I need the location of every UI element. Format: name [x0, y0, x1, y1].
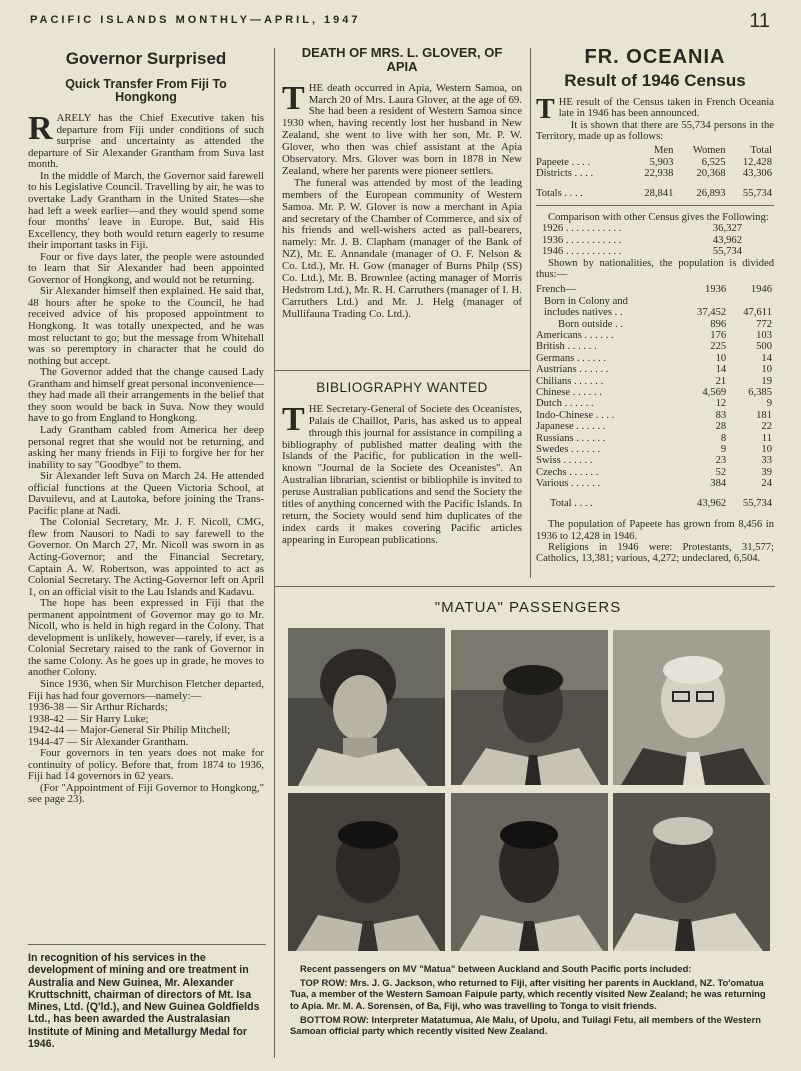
governor-body: [28, 110, 264, 806]
page-number: 11: [749, 10, 770, 32]
portrait-woman-image: [288, 628, 445, 786]
census-table-header: Men Women Total: [654, 145, 772, 157]
table-row: Indo-Chinese . . . . 83 181: [536, 409, 772, 421]
portrait-man-image: [613, 793, 770, 951]
table-row: Swiss . . . . . . 23 33: [536, 455, 772, 467]
oceania-dropcap: T: [536, 93, 555, 125]
oceania-subtitle: Result of 1946 Census: [564, 71, 746, 90]
running-title: PACIFIC ISLANDS MONTHLY—APRIL, 1947: [30, 14, 361, 26]
oceania-paragraph-4: Shown by nationalities, the population is divided thus:—: [536, 257, 774, 280]
table-row: British . . . . . . 225 500: [536, 341, 772, 353]
caption-bottom-row: BOTTOM ROW: Interpreter Matatumua, Ale Malu, of Upolu, and Tuilagi Fetu, all members of the Western Samoan official party which recently visited New Zealand.: [290, 1013, 761, 1037]
oceania-paragraph-3: Comparison with other Census gives the Following:: [548, 211, 769, 223]
column-rule-right: [530, 48, 531, 578]
photo-matatumua: [288, 793, 445, 951]
section-rule-matua: [275, 586, 775, 587]
bibliography-body: [282, 400, 522, 547]
governor-paragraph-6: Lady Grantham cabled from America her deep personal regret that she would not be returning, and asking her many friends in Fiji to forgive her for her inability to say "Goodbye" to them.: [28, 423, 264, 471]
oceania-comparison-intro: [536, 212, 774, 223]
governor-list-item: 1942-44 — Major-General Sir Philip Mitchell;: [28, 724, 231, 737]
table-row: Austrians . . . . . . 14 10: [536, 364, 772, 376]
governor-paragraph-10: Since 1936, when Sir Murchison Fletcher departed, Fiji has had four governors—namely:—: [28, 677, 264, 702]
portrait-man-image: [288, 793, 445, 951]
bibliography-dropcap: T: [282, 400, 305, 438]
table-total-row: Totals . . . . 28,841 26,893 55,734: [536, 187, 772, 199]
table-row: Born outside . . 896 772: [558, 318, 772, 330]
governor-paragraph-11: Four governors in ten years does not make for continuity of policy. Before that, from 1874 to 1936, Fiji had 14 governors in 62 years.: [28, 747, 264, 783]
caption-intro: Recent passengers on MV "Matua" between Auckland and South Pacific ports included:: [300, 963, 692, 974]
photo-mrs-jackson: [288, 628, 445, 786]
glover-dropcap: T: [282, 79, 305, 117]
governor-list-item: 1936-38 — Sir Arthur Richards;: [28, 701, 168, 714]
governors-list: [28, 702, 264, 748]
matua-caption: [290, 963, 772, 1039]
oceania-paragraph-2: It is shown that there are 55,734 persons in the Territory, made up as follows:: [536, 119, 774, 142]
oceania-rule: [536, 205, 774, 206]
oceania-paragraph-5: The population of Papeete has grown from 8,456 in 1936 to 12,428 in 1946.: [536, 519, 774, 542]
governor-paragraph-12: (For "Appointment of Fiji Governor to Hongkong," see page 23).: [28, 781, 264, 806]
table-row: Papeete . . . . 5,903 6,525 12,428: [536, 156, 772, 168]
table-row: 1936 . . . . . . . . . . . 43,962: [542, 234, 742, 246]
portrait-man-image: [451, 630, 608, 785]
glover-title: DEATH OF MRS. L. GLOVER, OF APIA: [301, 45, 503, 75]
bibliography-paragraph-1: HE Secretary-General of Societe des Oceanistes, Palais de Chaillot, Paris, has asked us to appeal through this journal for assistance in compiling a bibliography of published matter dealing with the Islands of the Pacific, for publication in the well-known "Journal de la Societe des Oceanistes". An Australian librarian, scientist or bibliophile is invited to peruse Australian publications and send the Society the titles of anything concerned with the Pacific Islands. In return, the Society would send him duplicates of the index cards it makes covering Pacific articles appearing in European publications.: [282, 402, 522, 546]
governor-paragraph-8: The Colonial Secretary, Mr. J. F. Nicoll, CMG, flew from Nausori to Nadi to say farewell to the Governor. On March 27, Mr. Nicoll was sworn in as Acting-Governor; and the Financial Secretary, Captain A. W. Robertson, was appointed to act as Colonial Secretary. The Acting-Governor left on April 1, on an official visit to the Lau Islands and Kadavu.: [28, 516, 264, 598]
oceania-paragraph-1: HE result of the Census taken in French Oceania late in 1946 has been announced.: [558, 96, 774, 120]
table-row: Germans . . . . . . 10 14: [536, 352, 772, 364]
table-row: Chilians . . . . . . 21 19: [536, 375, 772, 387]
governor-paragraph-3: Four or five days later, the people were astounded to learn that Sir Alexander had been appointed Governor of Hongkong, and would not be returning.: [28, 250, 264, 286]
portrait-man-image: [451, 793, 608, 951]
column-rule-left: [274, 48, 275, 1058]
glover-article: [282, 46, 522, 321]
oceania-nationality-intro: [536, 258, 774, 281]
running-header: [30, 10, 770, 32]
oceania-body: [536, 93, 774, 143]
matua-title: "MATUA" PASSENGERS: [434, 599, 622, 616]
table-row: Czechs . . . . . . 52 39: [536, 466, 772, 478]
oceania-paragraph-6: Religions in 1946 were: Protestants, 31,577; Catholics, 13,381; various, 4,272; undeclared, 6,504.: [536, 541, 774, 565]
table-row: Americans . . . . . . 176 103: [536, 330, 772, 341]
glover-paragraph-1: HE death occurred in Apia, Western Samoa, on March 20 of Mrs. Laura Glover, at the age of 69. She had been a resident of Western Samoa since 1930 when, having recently lost her husband in New Zealand, she went to live with her son, Mr. P. W. Glover, who then was chief assistant at the Apia Observatory. Mrs. Glover was born in 1878 in New Zealand, where her parents were pioneer settlers.: [282, 81, 522, 177]
governor-paragraph-9: The hope has been expressed in Fiji that the permanent appointment of Governor may go to Mr. Nicoll, who is held in high regard in the Colony. That development is unlikely, however—rarely, if ever, is a Colonial Secretary raised to the rank of Governor in the same Colony. As he goes up in grade, he moves to another Colony.: [28, 597, 264, 679]
table-total-row: Total . . . . 43,962 55,734: [550, 497, 772, 509]
census-comparison-table: [542, 223, 742, 257]
nationality-rows: [536, 296, 772, 490]
table-row: Russians . . . . . . 8 11: [536, 432, 772, 444]
table-row: 1926 . . . . . . . . . . . 36,327: [542, 223, 742, 235]
table-row: Districts . . . . 22,938 20,368 43,306: [536, 168, 772, 180]
table-row: includes natives . . 37,452 47,611: [544, 307, 772, 319]
caption-top-row: TOP ROW: Mrs. J. G. Jackson, who returned to Fiji, after visiting her parents in Auckland, NZ. To'omatua Tua, a member of the Western Samoan Faipule party, which recently visited New Zealand; he was returning to Apia. Mr. M. A. Sorensen, of Ba, Fiji, who was travelling to Tonga to visit friends.: [290, 977, 766, 1011]
nationality-table-header: French— 1936 1946: [536, 284, 772, 296]
table-row: Various . . . . . . 384 24: [536, 478, 772, 490]
bibliography-title: BIBLIOGRAPHY WANTED: [316, 380, 488, 395]
governor-list-item: 1944-47 — Sir Alexander Grantham.: [28, 735, 189, 748]
photo-ale-malu: [451, 793, 608, 951]
governor-title: Governor Surprised: [65, 49, 227, 68]
portrait-man-image: [613, 630, 770, 785]
table-row: Japanese . . . . . . 28 22: [536, 421, 772, 433]
governor-paragraph-2: In the middle of March, the Governor said farewell to his Legislative Council. Travelling by air, he was to overtake Lady Grantham in the United States—she had left a week earlier—and they would spend some four months' leave in Europe. But, said His Excellency, they both would return eagerly to resume their important tasks in Fiji.: [28, 169, 264, 252]
table-row: 1946 . . . . . . . . . . . 55,734: [542, 246, 742, 258]
table-row: Dutch . . . . . . 12 9: [536, 398, 772, 410]
medal-rule: [28, 944, 266, 945]
table-row: Born in Colony and: [544, 295, 628, 307]
photo-tuilagi-fetu: [613, 793, 770, 951]
oceania-closing: [536, 519, 774, 565]
table-row: Chinese . . . . . . 4,569 6,385: [536, 387, 772, 399]
photo-toomatua-tua: [451, 630, 608, 785]
oceania-article: [536, 46, 774, 565]
photo-sorensen: [613, 630, 770, 785]
governor-paragraph-4: Sir Alexander himself then explained. He said that, 48 hours after he spoke to the Council, he had received advice of his proposed appointment to Hongkong. It was totally unexpected, and he was most reluctant to go; but the message from Whitehall was so peremptory in character that he could do nothing but accept.: [28, 285, 264, 367]
medal-notice: [28, 952, 266, 1050]
governor-paragraph-5: The Governor added that the change caused Lady Grantham and himself great personal inconvenience—they had made all their arrangements in the belief that they soon would be back in Suva. Now they would have to go from England to Hongkong.: [28, 366, 264, 425]
governor-paragraph-1: ARELY has the Chief Executive taken his departure from Fiji under conditions of such surprise and uncertainty as attended the departure of Sir Alexander Grantham from Suva last month.: [28, 112, 264, 171]
governor-subtitle: Quick Transfer From Fiji To Hongkong: [65, 76, 227, 105]
glover-paragraph-2: The funeral was attended by most of the leading members of the European community of Western Samoa. Mr. P. W. Glover is now a merchant in Apia and secretary of the Chamber of Commerce, and six of his friends and well-wishers acted as pall-bearers, namely: Mr. J. B. Clapham (manager of the Bank of NZ), Mr. E. Annandale (manager of O. F. Nelson & Co. Ltd.), Mr. H. Gow (manager of Burns Philp (SS) Co. Ltd.), Mr. B. Brownlee (acting manager of Morris Hedstrom Ltd.), Mr. R. H. Carruthers (manager of I. H. Carruthers Ltd.) and Mr. J. Helg (manager of Mullifauna Trading Co. Ltd.).: [282, 176, 522, 320]
nationality-table: [536, 284, 772, 509]
oceania-title: FR. OCEANIA: [584, 46, 726, 68]
bibliography-article: [282, 381, 522, 547]
glover-body: [282, 79, 522, 321]
governor-list-item: 1938-42 — Sir Harry Luke;: [28, 712, 149, 725]
census-table: [536, 145, 772, 199]
table-row: Swedes . . . . . . 9 10: [536, 444, 772, 456]
governor-paragraph-7: Sir Alexander left Suva on March 24. He attended official functions at the Queen Victoria School, at Davuilevu, and at Lautoka, before joining the Trans-Pacific plane at Nadi.: [28, 470, 264, 517]
governor-article: [28, 50, 264, 806]
governor-dropcap: R: [28, 110, 53, 148]
medal-text: In recognition of his services in the development of mining and ore treatment in Australia and New Guinea, Mr. Alexander Kruttschnitt, chairman of directors of Mt. Isa Mines, Ltd. (Q'ld.), and New Guinea Goldfields Ltd., has been awarded the Australasian Institute of Mining and Metallurgy Medal for 1946.: [28, 952, 260, 1051]
section-rule-bibliography: [275, 370, 530, 371]
